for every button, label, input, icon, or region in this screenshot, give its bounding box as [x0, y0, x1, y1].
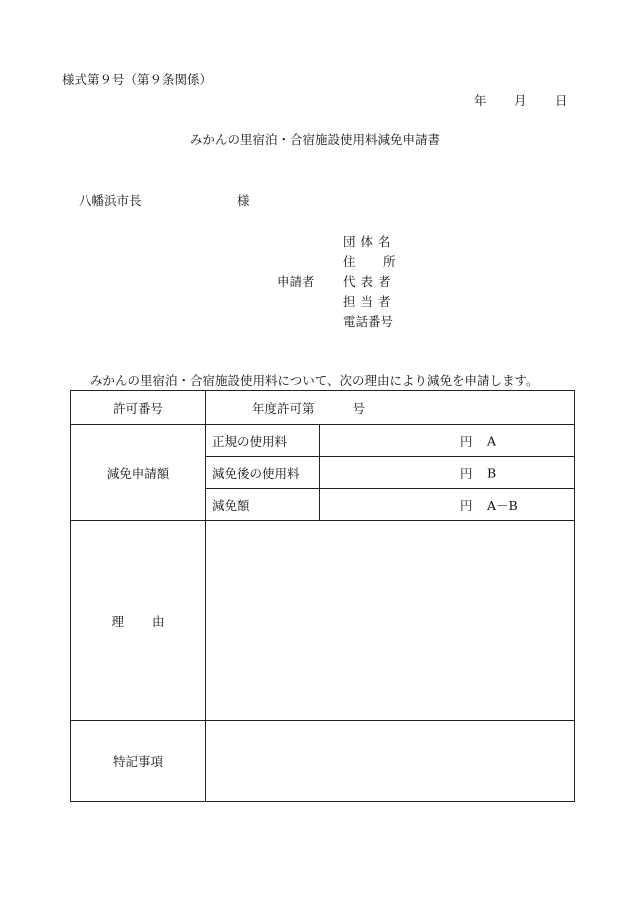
addressee-name: 八幡浜市長 — [79, 193, 142, 208]
reduction-amount-field[interactable] — [320, 489, 575, 521]
group-name-label: 団体名 — [343, 234, 396, 249]
permit-number-field[interactable] — [206, 391, 575, 425]
permit-value-suffix: 号 — [352, 400, 366, 416]
remarks-field[interactable] — [206, 721, 575, 802]
reduced-fee-field[interactable] — [320, 457, 575, 489]
date-month-label: 月 — [514, 93, 527, 108]
person-in-charge-label: 担当者 — [343, 294, 396, 309]
intro-text: みかんの里宿泊・合宿施設使用料について、次の理由により減免を申請します。 — [90, 373, 539, 388]
table-row — [71, 425, 575, 457]
address-label-part-2: 所 — [383, 254, 396, 269]
reason-label: 理由 — [71, 521, 206, 721]
remarks-label: 特記事項 — [71, 721, 206, 802]
document-title: みかんの里宿泊・合宿施設使用料減免申請書 — [189, 132, 440, 147]
phone-label: 電話番号 — [343, 314, 394, 329]
form-number: 様式第９号（第９条関係） — [62, 72, 213, 87]
application-table — [70, 390, 575, 802]
reason-field[interactable] — [206, 521, 575, 721]
regular-fee-field[interactable] — [320, 425, 575, 457]
permit-number-label: 許可番号 — [71, 391, 206, 425]
addressee-honorific: 様 — [237, 193, 250, 208]
fee-tag: B — [487, 465, 497, 480]
regular-fee-label: 正規の使用料 — [206, 425, 320, 457]
reduction-amount-label: 減免申請額 — [71, 425, 206, 521]
yen-unit: 円 — [460, 497, 473, 513]
permit-row — [71, 391, 575, 425]
yen-unit: 円 — [460, 433, 473, 449]
permit-value-prefix: 年度許可第 — [252, 400, 315, 416]
reason-row — [71, 521, 575, 721]
address-label-part-1: 住 — [343, 254, 356, 269]
remarks-row — [71, 721, 575, 802]
yen-unit: 円 — [460, 465, 473, 481]
reduction-amount-row-label: 減免額 — [206, 489, 320, 521]
reduced-fee-label: 減免後の使用料 — [206, 457, 320, 489]
date-day-label: 日 — [555, 93, 568, 108]
applicant-label: 申請者 — [277, 274, 315, 289]
representative-label: 代表者 — [343, 274, 396, 289]
fee-tag: A — [487, 433, 497, 448]
fee-tag: A－B — [487, 497, 518, 513]
date-year-label: 年 — [474, 93, 487, 108]
